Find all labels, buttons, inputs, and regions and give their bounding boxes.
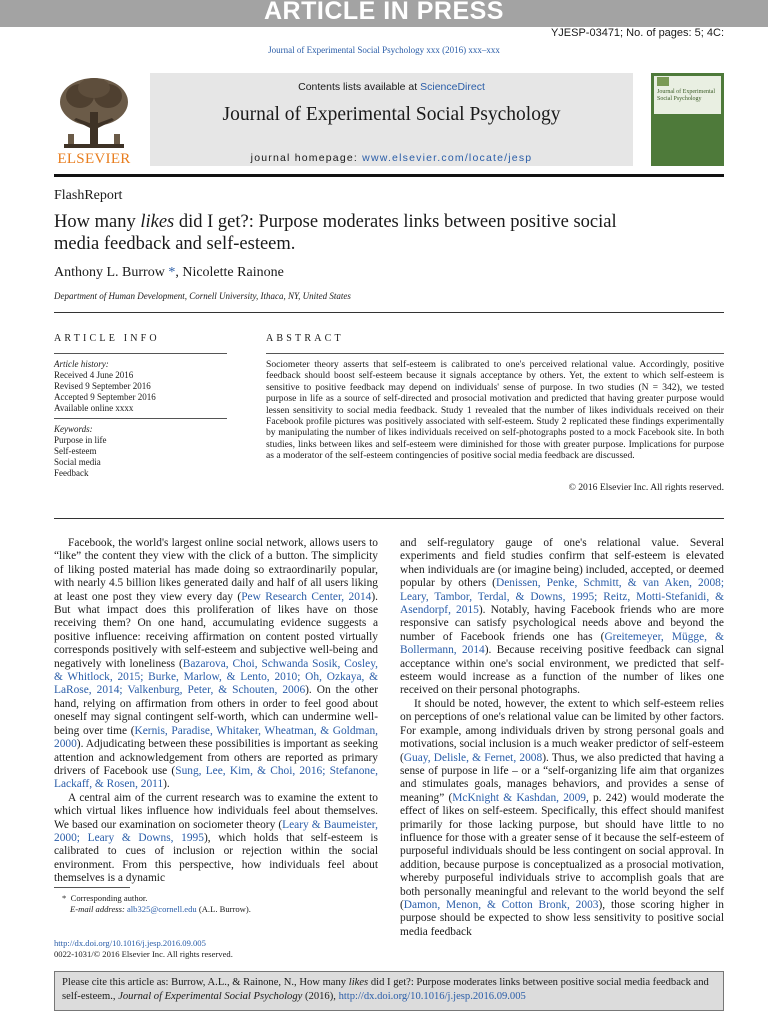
corresponding-author-mark[interactable]: * xyxy=(164,265,176,280)
author-list xyxy=(54,265,284,281)
homepage-prefix: journal homepage: xyxy=(250,152,359,164)
body-column-right xyxy=(400,537,724,939)
body-column-left xyxy=(54,537,378,886)
citation-text: Please cite this article as: Burrow, A.L., & Rainone, N., How many likes did I get?: Purpose moderates links between positive social media feedback and self-esteem., Journal of Experimental Social Psychology (2016), http://dx.doi.org/10.1016/j.jesp.2016.09.005 xyxy=(62,977,709,1002)
article-title: How many likes did I get?: Purpose moderates links between positive social media feedback and self-esteem. xyxy=(54,212,617,254)
cover-title: Journal of Experimental Social Psychology xyxy=(657,89,715,102)
manuscript-id: YJESP-03471; No. of pages: 5; 4C: xyxy=(550,27,724,39)
citation-link[interactable]: McKnight & Kashdan, 2009 xyxy=(452,791,587,804)
citation-link[interactable]: Kernis, Paradise, Whitaker, Wheatman, & Goldman, 2000 xyxy=(54,724,378,751)
issn-line: 0022-1031/© 2016 Elsevier Inc. All rights reserved. xyxy=(54,949,233,959)
banner-text: ARTICLE IN PRESS xyxy=(264,0,504,25)
journal-title: Journal of Experimental Social Psychology xyxy=(222,104,561,125)
footnote-text: Corresponding author. xyxy=(70,893,148,903)
history-item: Accepted 9 September 2016 xyxy=(54,392,156,402)
abstract-text: Sociometer theory asserts that self-esteem is calibrated to one's perceived relational value. Accordingly, positive feedback should boost self-esteem because it signals acceptance by others. Yet, the extent to which self-esteem is sensitive to positive feedback may depend on individuals' sense of purpose. In two studies (N = 342), we tested purpose in life as a source of self-directed and prosocial motivation and predicted that having greater purpose would lessen sensitivity to social media feedback. Study 1 revealed that the number of likes individuals received on their Facebook profile pictures was positively associated with self-esteem. Study 2 replicated these findings experimentally by manipulating the number of likes individuals received on self-photographs posted to a mock Facebook site. In both studies, links between likes and self-esteem were diminished for those with greater purpose. Implications for purpose as a moderator of the self-esteem contingencies of positive social media feedback are discussed. xyxy=(266,359,724,462)
citation-link[interactable]: Bazarova, Choi, Schwanda Sosik, Cosley, & Whitlock, 2015; Burke, Marlow, & Lento, 2010; Oh, Ozkaya, & LaRose, 2014; Valkenburg, Peter, & Schouten, 2006 xyxy=(54,657,378,697)
divider xyxy=(54,418,227,419)
keywords xyxy=(54,424,227,479)
author-name: , Nicolette Rainone xyxy=(175,265,284,280)
body-paragraph: It should be noted, however, the extent to which self-esteem relies on perceptions of one's relational value can be limited by other factors. For example, among individuals driven by strong personal goals and motivations, social inclusion is a much weaker predictor of self-esteem (Guay, Delisle, & Fernet, 2008). Thus, we also predicted that having a sense of purpose in life – or a “self-organizing life aim that organizes and stimulates goals, manages behaviors, and provides a sense of meaning” (McKnight & Kashdan, 2009, p. 242) would moderate the effect of likes on self-esteem. Specifically, this effect should manifest primarily for those lacking purpose, but should have little to no influence for those with a greater sense of it because the self-esteem of purposeful individuals should be less contingent on social approval. In addition, because purpose is conceptualized as a prosocial motivation, whereby purposeful individuals strive to accomplish goals that are both personally meaningful and relevant to the world beyond the self (Damon, Menon, & Cotton Bronk, 2003), those scoring higher in purpose should be expected to show less sensitivity to positive social media feedback xyxy=(400,697,725,938)
email-label: E-mail address: xyxy=(70,904,125,914)
author-affiliation: Department of Human Development, Cornell University, Ithaca, NY, United States xyxy=(54,291,351,301)
abstract-heading: ABSTRACT xyxy=(266,333,344,344)
citation-link[interactable]: Guay, Delisle, & Fernet, 2008 xyxy=(403,751,543,764)
citation-link[interactable]: Greitemeyer, Mügge, & Bollermann, 2014 xyxy=(400,630,724,657)
divider xyxy=(54,353,227,354)
sciencedirect-link[interactable]: ScienceDirect xyxy=(420,81,485,93)
history-item: Available online xxxx xyxy=(54,403,134,413)
history-item: Revised 9 September 2016 xyxy=(54,381,151,391)
citation-doi-link[interactable]: http://dx.doi.org/10.1016/j.jesp.2016.09.005 xyxy=(338,990,526,1002)
author-name: Anthony L. Burrow xyxy=(54,265,165,280)
article-in-press-banner xyxy=(0,0,768,27)
history-item: Received 4 June 2016 xyxy=(54,370,134,380)
citation-link[interactable]: Denissen, Penke, Schmitt, & van Aken, 2008; Leary, Tambor, Terdal, & Downs, 1995; Reitz, Motti-Stefanidi, & Asendorpf, 2015 xyxy=(400,577,724,617)
cover-logo-icon xyxy=(657,77,669,86)
footnote-mark: * xyxy=(62,893,67,903)
keyword-item: Self-esteem xyxy=(54,446,97,456)
homepage-link[interactable]: www.elsevier.com/locate/jesp xyxy=(362,152,533,164)
body-paragraph: Facebook, the world's largest online social network, allows users to “like” the content they view with the click of a button. The simplicity of liking posted material has made doing so extraordinarily popular, with nearly 4.5 billion likes generated daily and half of all users liking at least one post they view every day (Pew Research Center, 2014). But what impact does this proliferation of likes have on those receiving them? On one hand, accumulating evidence suggests a positive influence: receiving affirmation on content posted virtually corresponds positively with self-esteem and subjective well-being and negatively with loneliness (Bazarova, Choi, Schwanda Sosik, Cosley, & Whitlock, 2015; Burke, Marlow, & Lento, 2010; Oh, Ozkaya, & LaRose, 2014; Valkenburg, Peter, & Schouten, 2006). On the other hand, relying on affirmation from others in order to feel good about oneself may signal contingent self-worth, which can undermine well-being over time (Kernis, Paradise, Whitaker, Wheatman, & Goldman, 2000). Adjudicating between these possibilities is important as seeking attention and acknowledgement from others are reported as primary drivers of Facebook use (Sung, Lee, Kim, & Choi, 2016; Stefanone, Lackaff, & Rosen, 2011). xyxy=(54,537,378,791)
divider xyxy=(54,312,724,313)
publisher-name: ELSEVIER xyxy=(57,151,131,167)
article-history xyxy=(54,359,227,414)
doi-block xyxy=(54,938,233,960)
footnote-divider xyxy=(54,887,130,888)
citation-link[interactable]: Leary & Baumeister, 2000; Leary & Downs, 1995 xyxy=(54,818,378,844)
journal-cover-thumbnail xyxy=(651,73,724,166)
keywords-label: Keywords: xyxy=(54,424,93,434)
footnote: * Corresponding author. E-mail address: alb325@cornell.edu (A.L. Burrow). xyxy=(62,893,251,914)
keyword-item: Social media xyxy=(54,457,101,467)
citation-link[interactable]: Sung, Lee, Kim, & Choi, 2016; Stefanone, Lackaff, & Rosen, 2011 xyxy=(54,764,378,791)
article-type: FlashReport xyxy=(54,188,123,203)
history-label: Article history: xyxy=(54,359,109,369)
keyword-item: Purpose in life xyxy=(54,435,107,445)
body-paragraph: A central aim of the current research was to examine the extent to which virtual likes influence how individuals feel about themselves. We based our examination on sociometer theory (Leary & Baumeister, 2000; Leary & Downs, 1995), which holds that self-esteem is calibrated to cues of inclusion or rejection within the social environment. From this perspective, how individuals feel about themselves is a dynamic xyxy=(54,791,378,885)
abstract-copyright: © 2016 Elsevier Inc. All rights reserved. xyxy=(568,482,724,493)
contents-prefix: Contents lists available at xyxy=(298,81,418,93)
body-paragraph: and self-regulatory gauge of one's relational value. Several experiments and field studies confirm that self-esteem is elevated when individuals are (or imagine being) included, accepted, or deemed popular by others (Denissen, Penke, Schmitt, & van Aken, 2008; Leary, Tambor, Terdal, & Downs, 1995; Reitz, Motti-Stefanidi, & Asendorpf, 2015). Notably, having Facebook friends who are more responsive can satisfy psychological needs above and beyond the number of Facebook friends one has (Greitemeyer, Mügge, & Bollermann, 2014). Because receiving positive feedback can signal acceptance within one's social environment, we predicted that self-esteem would increase as a function of the number of likes one received on their personal photographs. xyxy=(400,537,724,697)
journal-reference-link[interactable]: Journal of Experimental Social Psychology xxx (2016) xxx–xxx xyxy=(268,45,500,55)
journal-homepage-line xyxy=(150,152,633,164)
keyword-item: Feedback xyxy=(54,468,89,478)
author-email-link[interactable]: alb325@cornell.edu xyxy=(126,904,197,914)
citation-link[interactable]: Pew Research Center, 2014 xyxy=(241,590,372,603)
header-divider xyxy=(54,174,724,177)
contents-line xyxy=(150,81,633,93)
citation-link[interactable]: Damon, Menon, & Cotton Bronk, 2003 xyxy=(403,898,599,911)
divider xyxy=(266,353,724,354)
divider xyxy=(54,518,724,519)
doi-link[interactable]: http://dx.doi.org/10.1016/j.jesp.2016.09.005 xyxy=(54,938,206,948)
article-info-heading: ARTICLE INFO xyxy=(54,333,160,344)
